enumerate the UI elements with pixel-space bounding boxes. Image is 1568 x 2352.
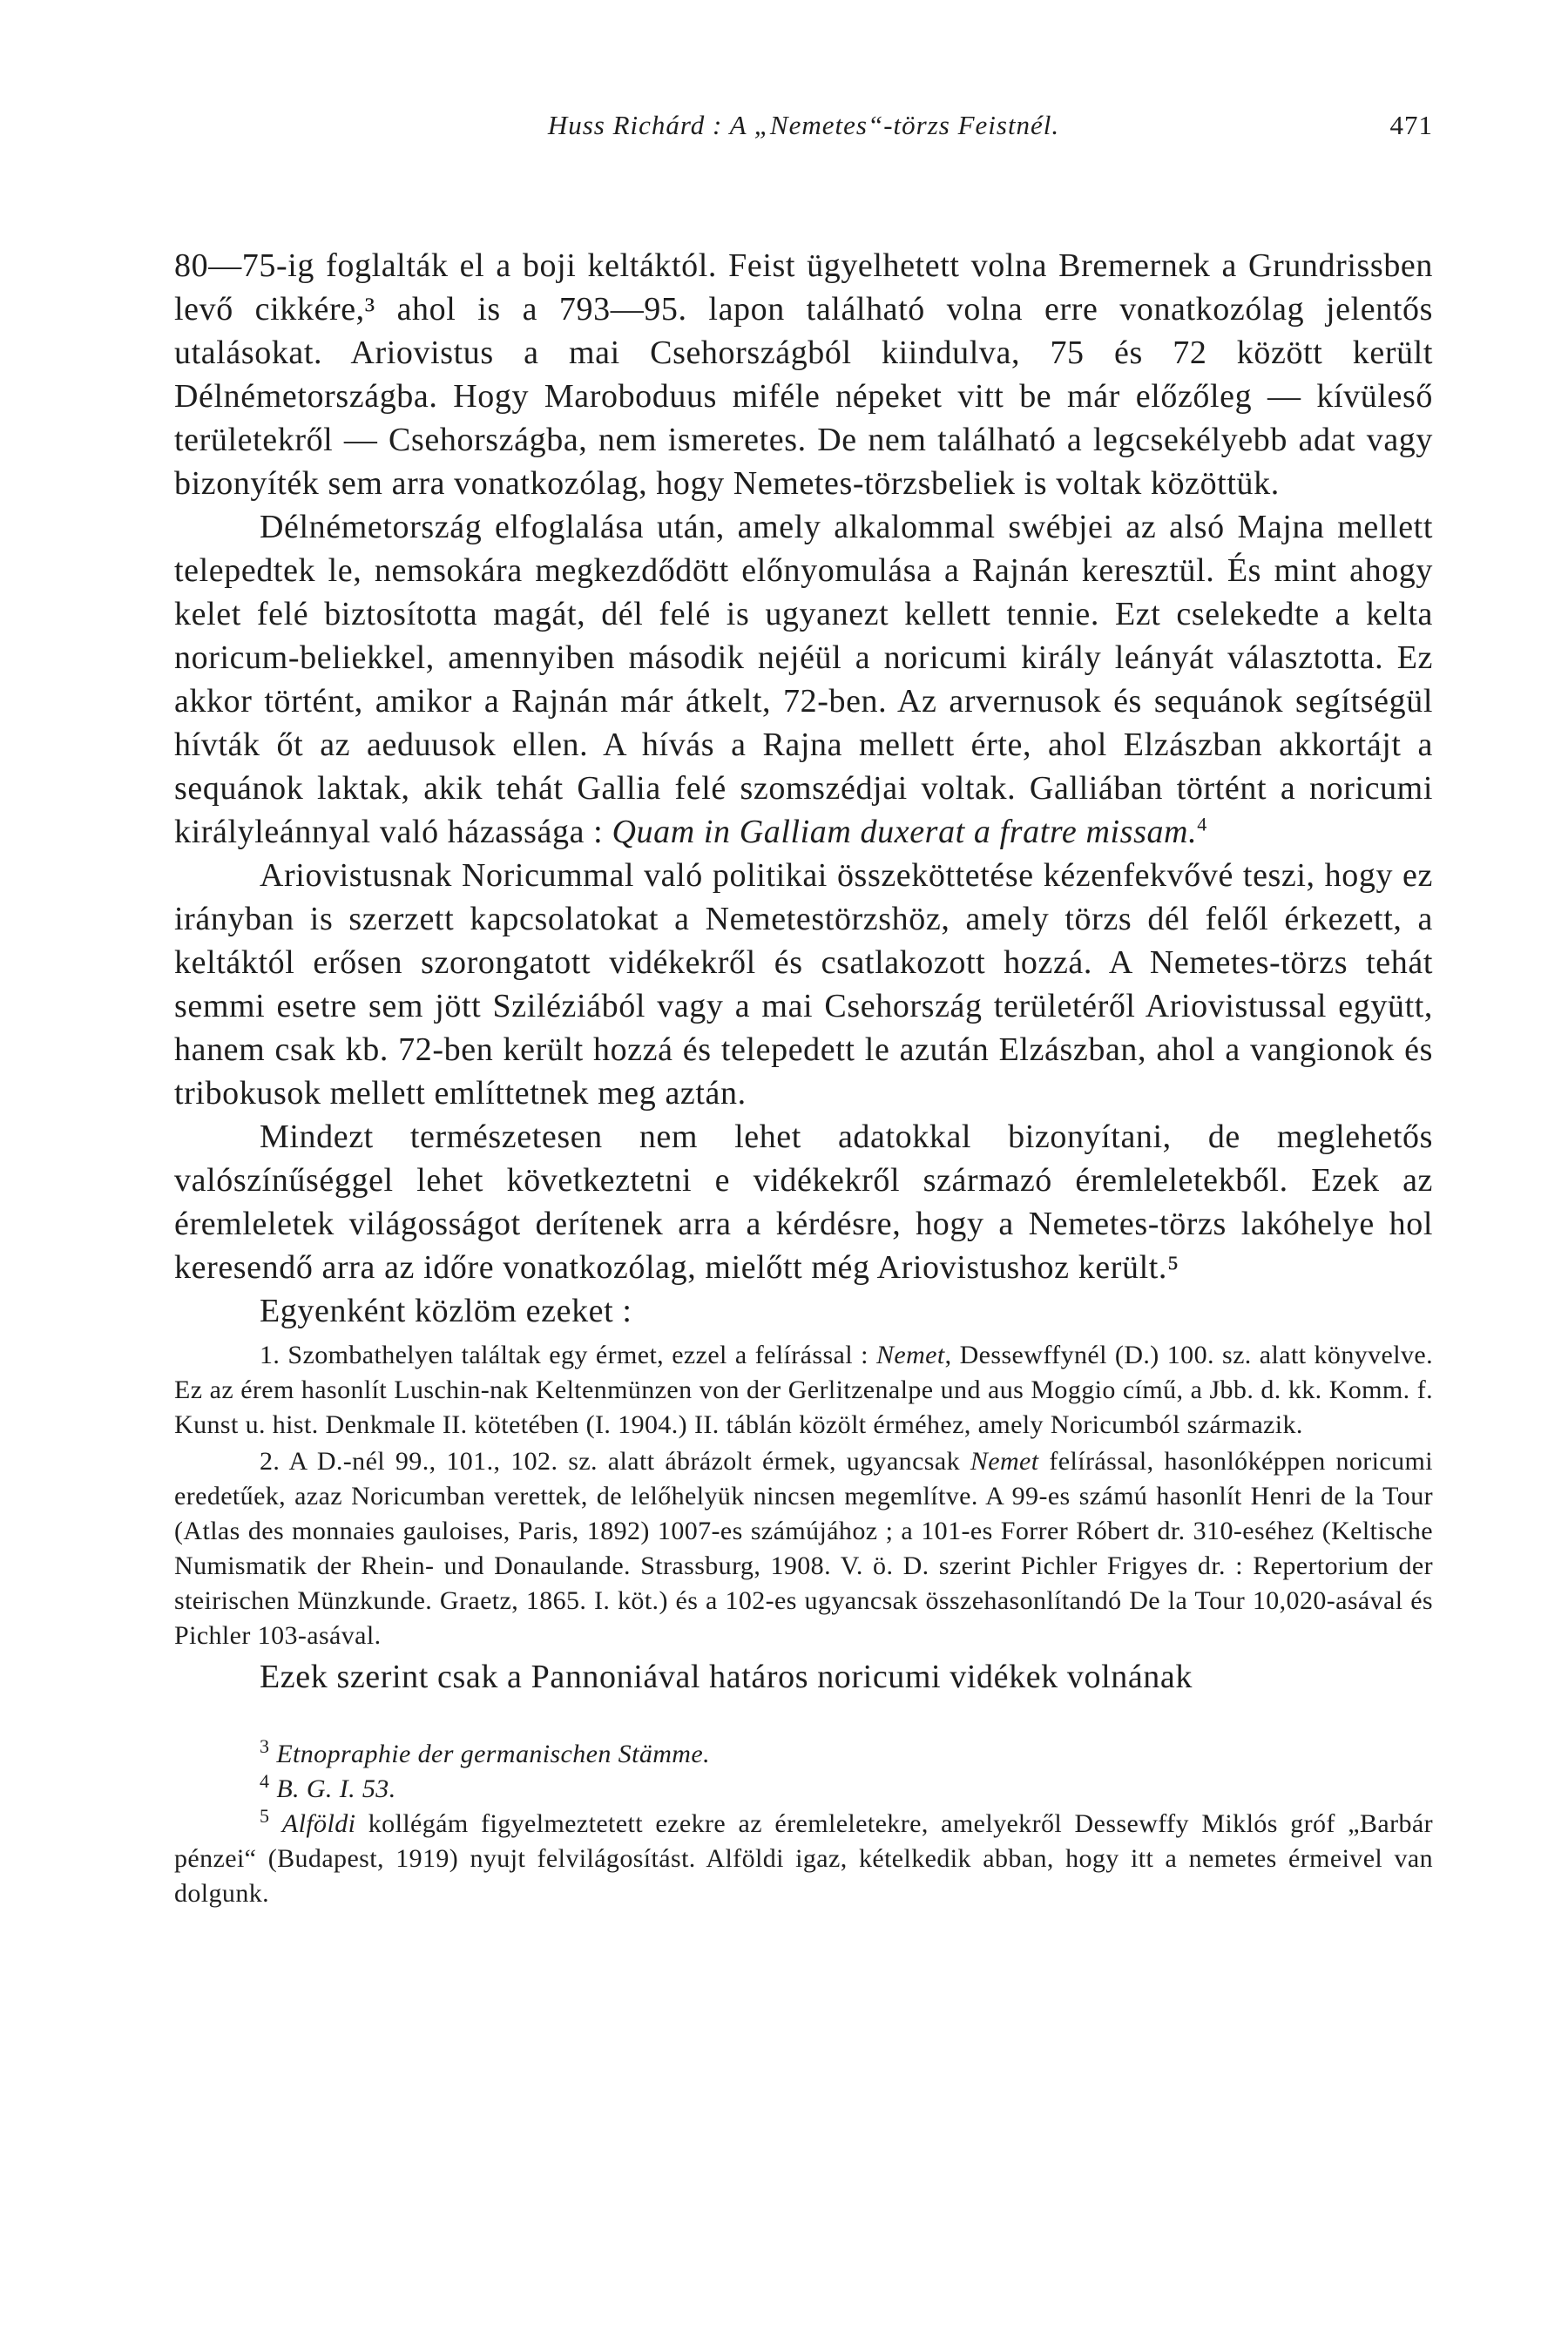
coin-inscription: Nemet bbox=[970, 1447, 1039, 1476]
footnote-ref-4: 4 bbox=[1197, 813, 1207, 835]
page bbox=[174, 96, 1433, 1911]
footnote-number: 4 bbox=[260, 1770, 270, 1792]
page-number: 471 bbox=[1389, 110, 1433, 140]
author-name: Alföldi bbox=[281, 1809, 356, 1838]
paragraph-1: 80—75-ig foglalták el a boji keltáktól. Feist ügyelhetett volna Bremernek a Grundrissben levő cikkére,³ ahol is a 793—95. lapon található volna erre vonatkozólag jelentős utalásokat. Ariovistus a mai Csehországból kiindulva, 75 és 72 között került Délnémetországba. Hogy Maroboduus miféle népeket vitt be már előzőleg — kívüleső területekről — Csehországba, nem ismeretes. De nem található a legcsekélyebb adat vagy bizonyíték sem arra vonatkozólag, hogy Nemetes-törzsbeliek is voltak közöttük. bbox=[174, 247, 1433, 502]
list-item: 1. Szombathelyen találtak egy érmet, ezzel a felírással : Nemet, Dessewffynél (D.) 100. sz. alatt könyvelve. Ez az érem hasonlít Luschin-nak Keltenmünzen von der Gerlitzenalpe und aus Moggio című, a Jbb. d. kk. Komm. f. Kunst u. hist. Denkmale II. kötetében (I. 1904.) II. táblán közölt érméhez, amely Noricumból származik. bbox=[174, 1341, 1434, 1439]
paragraph-5: Egyenként közlöm ezeket : bbox=[260, 1293, 632, 1329]
latin-quote: Quam in Galliam duxerat a fratre missam. bbox=[612, 814, 1198, 850]
main-text bbox=[174, 244, 1433, 1333]
footnote-number: 3 bbox=[260, 1735, 270, 1757]
footnote-5: $^5$ Alföldi kollégám figyelmeztetett ezekre az éremleletekre, amelyekről Dessewffy Miklós gróf „Barbár pénzei“ (Budapest, 1919) nyujt felvilágosítást. Alföldi igaz, kételkedik abban, hogy itt a nemetes érmeivel van dolgunk. bbox=[174, 1805, 1433, 1908]
footnote-4: $^4$ B. G. I. 53. bbox=[260, 1770, 396, 1803]
running-header bbox=[174, 96, 1433, 148]
running-title: Huss Richárd : A „Nemetes“-törzs Feistnél. bbox=[547, 110, 1060, 140]
paragraph-2-text: Délnémetország elfoglalása után, amely alkalommal swébjei az alsó Majna mellett telepedtek le, nemsokára megkezdődött előnyomulása a Rajnán keresztül. És mint ahogy kelet felé biztosította magát, dél felé is ugyanezt kellett tennie. Ezt cselekedte a kelta noricum-beliekkel, amennyiben második nejéül a noricumi király leányát választotta. Ez akkor történt, amikor a Rajnán már átkelt, 72-ben. Az arvernusok és sequánok segítségül hívták őt az aeduusok ellen. A hívás a Rajna mellett érte, ahol Elzászban akkortájt a sequánok laktak, akik tehát Gallia felé szomszédjai voltak. Galliában történt a noricumi királyleánnyal való házassága : bbox=[174, 509, 1433, 850]
closing-paragraph: Ezek szerint csak a Pannoniával határos noricumi vidékek volnának bbox=[260, 1659, 1193, 1695]
footnote-number: 5 bbox=[260, 1805, 270, 1827]
paragraph-2 bbox=[174, 505, 1433, 854]
closing-text bbox=[174, 1655, 1433, 1699]
coin-inscription: Nemet bbox=[875, 1341, 945, 1369]
footnotes bbox=[174, 1737, 1433, 1911]
list-item: 2. A D.-nél 99., 101., 102. sz. alatt ábrázolt érmek, ugyancsak Nemet felírással, hasonlóképpen noricumi eredetűek, azaz Noricumban verettek, de lelőhelyük nincsen megemlítve. A 99-es számú hasonlít Henri de la Tour (Atlas des monnaies gauloises, Paris, 1892) 1007-es számújához ; a 101-es Forrer Róbert dr. 310-eséhez (Keltische Numismatik der Rhein- und Donaulande. Strassburg, 1908. V. ö. D. szerint Pichler Frigyes dr. : Repertorium der steirischen Münzkunde. Graetz, 1865. I. köt.) és a 102-es ugyancsak összehasonlítandó De la Tour 10,020-asával és Pichler 103-asával. bbox=[174, 1447, 1433, 1650]
footnote-3: $^3$ Etnopraphie der germanischen Stämme. bbox=[260, 1735, 710, 1768]
coin-list bbox=[174, 1338, 1433, 1653]
paragraph-3: Ariovistusnak Noricummal való politikai összeköttetése kézenfekvővé teszi, hogy ez irányban is szerzett kapcsolatokat a Nemetestörzshöz, amely törzs dél felől érkezett, a keltáktól erősen szorongatott vidékekről és csatlakozott hozzá. A Nemetes-törzs tehát semmi esetre sem jött Sziléziából vagy a mai Csehország területéről Ariovistussal együtt, hanem csak kb. 72-ben került hozzá és telepedett le azután Elzászban, ahol a vangionok és tribokusok mellett említtetnek meg aztán. bbox=[174, 857, 1433, 1112]
paragraph-4: Mindezt természetesen nem lehet adatokkal bizonyítani, de meglehetős valószínűséggel lehet következtetni e vidékekről származó éremleletekből. Ezek az éremleletek világosságot derítenek arra a kérdésre, hogy a Nemetes-törzs lakóhelye hol keresendő arra az időre vonatkozólag, mielőtt még Ariovistushoz került.⁵ bbox=[174, 1119, 1433, 1286]
